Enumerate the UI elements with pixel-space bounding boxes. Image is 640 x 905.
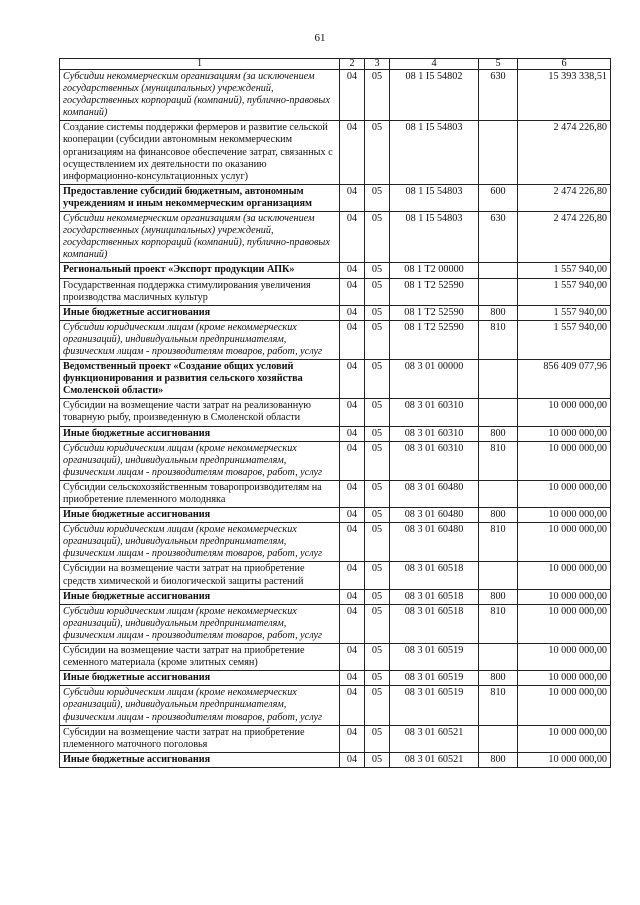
row-amount-cell: 2 474 226,80	[518, 184, 611, 211]
table-row	[60, 562, 611, 589]
row-subsection-cell: 05	[365, 604, 390, 643]
row-amount-cell: 15 393 338,51	[518, 70, 611, 121]
row-name-cell: Субсидии сельскохозяйственным товаропроизводителям на приобретение племенного молодняка	[60, 480, 340, 507]
row-target-code-cell: 08 3 01 60480	[390, 480, 479, 507]
table-row	[60, 523, 611, 562]
row-target-code-cell: 08 1 T2 00000	[390, 263, 479, 278]
row-name-cell: Иные бюджетные ассигнования	[60, 305, 340, 320]
row-target-code-cell: 08 1 I5 54802	[390, 70, 479, 121]
row-section-cell: 04	[340, 441, 365, 480]
row-target-code-cell: 08 3 01 60310	[390, 426, 479, 441]
row-amount-cell: 10 000 000,00	[518, 562, 611, 589]
table-row	[60, 399, 611, 426]
row-expense-type-cell: 800	[479, 426, 518, 441]
row-section-cell: 04	[340, 686, 365, 725]
row-name-cell: Ведомственный проект «Создание общих условий функционирования и развития сельского хозяйства Смоленской области»	[60, 360, 340, 399]
row-subsection-cell: 05	[365, 644, 390, 671]
row-section-cell: 04	[340, 644, 365, 671]
row-section-cell: 04	[340, 212, 365, 263]
row-target-code-cell: 08 1 T2 52590	[390, 278, 479, 305]
table-row	[60, 305, 611, 320]
row-target-code-cell: 08 3 01 60518	[390, 604, 479, 643]
row-expense-type-cell	[479, 725, 518, 752]
table-row	[60, 426, 611, 441]
row-target-code-cell: 08 1 I5 54803	[390, 184, 479, 211]
row-subsection-cell: 05	[365, 725, 390, 752]
row-expense-type-cell: 810	[479, 320, 518, 359]
row-name-cell: Субсидии юридическим лицам (кроме некоммерческих организаций), индивидуальным предпринимателям, физическим лицам - производителям товаров, работ, услуг	[60, 523, 340, 562]
table-row	[60, 725, 611, 752]
row-expense-type-cell	[479, 263, 518, 278]
row-target-code-cell: 08 3 01 60518	[390, 589, 479, 604]
row-name-cell: Субсидии на возмещение части затрат на реализованную товарную рыбу, произведенную в Смоленской области	[60, 399, 340, 426]
row-target-code-cell: 08 3 01 60518	[390, 562, 479, 589]
column-header-6: 6	[518, 59, 611, 70]
row-amount-cell: 10 000 000,00	[518, 441, 611, 480]
row-section-cell: 04	[340, 305, 365, 320]
row-name-cell: Иные бюджетные ассигнования	[60, 671, 340, 686]
table-row	[60, 644, 611, 671]
row-name-cell: Иные бюджетные ассигнования	[60, 589, 340, 604]
row-expense-type-cell: 810	[479, 686, 518, 725]
table-row	[60, 184, 611, 211]
row-name-cell: Региональный проект «Экспорт продукции АПК»	[60, 263, 340, 278]
row-expense-type-cell	[479, 360, 518, 399]
row-subsection-cell: 05	[365, 508, 390, 523]
table-row	[60, 686, 611, 725]
column-header-5: 5	[479, 59, 518, 70]
row-expense-type-cell: 630	[479, 212, 518, 263]
row-name-cell: Предоставление субсидий бюджетным, автономным учреждениям и иным некоммерческим организациям	[60, 184, 340, 211]
row-target-code-cell: 08 3 01 60310	[390, 399, 479, 426]
row-section-cell: 04	[340, 589, 365, 604]
row-expense-type-cell: 630	[479, 70, 518, 121]
row-expense-type-cell	[479, 480, 518, 507]
row-name-cell: Субсидии юридическим лицам (кроме некоммерческих организаций), индивидуальным предпринимателям, физическим лицам - производителям товаров, работ, услуг	[60, 320, 340, 359]
row-amount-cell: 10 000 000,00	[518, 399, 611, 426]
row-subsection-cell: 05	[365, 212, 390, 263]
row-target-code-cell: 08 1 I5 54803	[390, 121, 479, 184]
row-subsection-cell: 05	[365, 752, 390, 767]
table-row	[60, 263, 611, 278]
row-subsection-cell: 05	[365, 589, 390, 604]
row-expense-type-cell	[479, 562, 518, 589]
row-subsection-cell: 05	[365, 686, 390, 725]
row-name-cell: Иные бюджетные ассигнования	[60, 508, 340, 523]
row-subsection-cell: 05	[365, 320, 390, 359]
row-name-cell: Государственная поддержка стимулирования увеличения производства масличных культур	[60, 278, 340, 305]
row-section-cell: 04	[340, 263, 365, 278]
row-section-cell: 04	[340, 184, 365, 211]
row-subsection-cell: 05	[365, 305, 390, 320]
row-amount-cell: 10 000 000,00	[518, 644, 611, 671]
row-target-code-cell: 08 3 01 60480	[390, 508, 479, 523]
row-section-cell: 04	[340, 523, 365, 562]
row-subsection-cell: 05	[365, 278, 390, 305]
row-section-cell: 04	[340, 562, 365, 589]
row-subsection-cell: 05	[365, 480, 390, 507]
row-target-code-cell: 08 3 01 60521	[390, 725, 479, 752]
row-target-code-cell: 08 1 T2 52590	[390, 320, 479, 359]
table-row	[60, 752, 611, 767]
row-subsection-cell: 05	[365, 441, 390, 480]
row-expense-type-cell: 800	[479, 305, 518, 320]
row-amount-cell: 10 000 000,00	[518, 686, 611, 725]
table-row	[60, 508, 611, 523]
row-amount-cell: 1 557 940,00	[518, 263, 611, 278]
row-name-cell: Субсидии на возмещение части затрат на приобретение семенного материала (кроме элитных семян)	[60, 644, 340, 671]
row-expense-type-cell	[479, 121, 518, 184]
row-amount-cell: 856 409 077,96	[518, 360, 611, 399]
row-subsection-cell: 05	[365, 523, 390, 562]
row-section-cell: 04	[340, 604, 365, 643]
row-expense-type-cell: 800	[479, 752, 518, 767]
row-name-cell: Иные бюджетные ассигнования	[60, 752, 340, 767]
header-row	[60, 59, 611, 70]
table-row	[60, 212, 611, 263]
row-section-cell: 04	[340, 752, 365, 767]
column-header-3: 3	[365, 59, 390, 70]
row-name-cell: Создание системы поддержки фермеров и развитие сельской кооперации (субсидии автономным некоммерческим организациям на финансовое обеспечение затрат, связанных с осуществлением их деятельности по оказанию информационно-консультационных услуг)	[60, 121, 340, 184]
row-target-code-cell: 08 1 I5 54803	[390, 212, 479, 263]
row-section-cell: 04	[340, 399, 365, 426]
table-row	[60, 604, 611, 643]
row-amount-cell: 1 557 940,00	[518, 305, 611, 320]
row-subsection-cell: 05	[365, 263, 390, 278]
column-header-2: 2	[340, 59, 365, 70]
row-section-cell: 04	[340, 480, 365, 507]
row-amount-cell: 10 000 000,00	[518, 480, 611, 507]
row-amount-cell: 10 000 000,00	[518, 752, 611, 767]
row-section-cell: 04	[340, 70, 365, 121]
row-name-cell: Иные бюджетные ассигнования	[60, 426, 340, 441]
row-expense-type-cell: 810	[479, 441, 518, 480]
row-subsection-cell: 05	[365, 562, 390, 589]
row-subsection-cell: 05	[365, 360, 390, 399]
budget-table	[59, 58, 611, 768]
row-name-cell: Субсидии некоммерческим организациям (за исключением государственных (муниципальных) учреждений, государственных корпораций (компаний), публично-правовых компаний)	[60, 70, 340, 121]
column-header-4: 4	[390, 59, 479, 70]
row-subsection-cell: 05	[365, 70, 390, 121]
table-row	[60, 480, 611, 507]
table-row	[60, 671, 611, 686]
row-subsection-cell: 05	[365, 426, 390, 441]
row-section-cell: 04	[340, 360, 365, 399]
row-section-cell: 04	[340, 121, 365, 184]
row-expense-type-cell: 800	[479, 589, 518, 604]
row-target-code-cell: 08 3 01 00000	[390, 360, 479, 399]
row-name-cell: Субсидии юридическим лицам (кроме некоммерческих организаций), индивидуальным предпринимателям, физическим лицам - производителям товаров, работ, услуг	[60, 441, 340, 480]
row-amount-cell: 2 474 226,80	[518, 212, 611, 263]
row-subsection-cell: 05	[365, 121, 390, 184]
row-amount-cell: 10 000 000,00	[518, 589, 611, 604]
row-section-cell: 04	[340, 426, 365, 441]
row-amount-cell: 10 000 000,00	[518, 508, 611, 523]
row-section-cell: 04	[340, 320, 365, 359]
row-expense-type-cell: 810	[479, 523, 518, 562]
table-row	[60, 320, 611, 359]
row-name-cell: Субсидии юридическим лицам (кроме некоммерческих организаций), индивидуальным предпринимателям, физическим лицам - производителям товаров, работ, услуг	[60, 686, 340, 725]
row-amount-cell: 1 557 940,00	[518, 320, 611, 359]
row-subsection-cell: 05	[365, 671, 390, 686]
row-amount-cell: 1 557 940,00	[518, 278, 611, 305]
row-expense-type-cell: 800	[479, 671, 518, 686]
table-row	[60, 70, 611, 121]
row-expense-type-cell	[479, 644, 518, 671]
row-target-code-cell: 08 1 T2 52590	[390, 305, 479, 320]
row-section-cell: 04	[340, 508, 365, 523]
row-target-code-cell: 08 3 01 60519	[390, 671, 479, 686]
row-subsection-cell: 05	[365, 399, 390, 426]
row-expense-type-cell: 600	[479, 184, 518, 211]
column-header-1: 1	[60, 59, 340, 70]
row-amount-cell: 10 000 000,00	[518, 671, 611, 686]
row-name-cell: Субсидии юридическим лицам (кроме некоммерческих организаций), индивидуальным предпринимателям, физическим лицам - производителям товаров, работ, услуг	[60, 604, 340, 643]
row-target-code-cell: 08 3 01 60519	[390, 686, 479, 725]
row-name-cell: Субсидии некоммерческим организациям (за исключением государственных (муниципальных) учреждений, государственных корпораций (компаний), публично-правовых компаний)	[60, 212, 340, 263]
row-section-cell: 04	[340, 725, 365, 752]
row-target-code-cell: 08 3 01 60521	[390, 752, 479, 767]
row-section-cell: 04	[340, 671, 365, 686]
row-expense-type-cell	[479, 399, 518, 426]
row-amount-cell: 10 000 000,00	[518, 523, 611, 562]
row-section-cell: 04	[340, 278, 365, 305]
table-row	[60, 360, 611, 399]
row-expense-type-cell: 800	[479, 508, 518, 523]
table-row	[60, 121, 611, 184]
row-target-code-cell: 08 3 01 60310	[390, 441, 479, 480]
row-subsection-cell: 05	[365, 184, 390, 211]
row-amount-cell: 10 000 000,00	[518, 604, 611, 643]
row-target-code-cell: 08 3 01 60519	[390, 644, 479, 671]
row-amount-cell: 10 000 000,00	[518, 426, 611, 441]
page-number: 61	[314, 32, 326, 44]
row-amount-cell: 10 000 000,00	[518, 725, 611, 752]
table-row	[60, 589, 611, 604]
row-target-code-cell: 08 3 01 60480	[390, 523, 479, 562]
row-name-cell: Субсидии на возмещение части затрат на приобретение средств химической и биологической защиты растений	[60, 562, 340, 589]
row-expense-type-cell	[479, 278, 518, 305]
table-row	[60, 441, 611, 480]
row-expense-type-cell: 810	[479, 604, 518, 643]
table-row	[60, 278, 611, 305]
row-name-cell: Субсидии на возмещение части затрат на приобретение племенного маточного поголовья	[60, 725, 340, 752]
row-amount-cell: 2 474 226,80	[518, 121, 611, 184]
